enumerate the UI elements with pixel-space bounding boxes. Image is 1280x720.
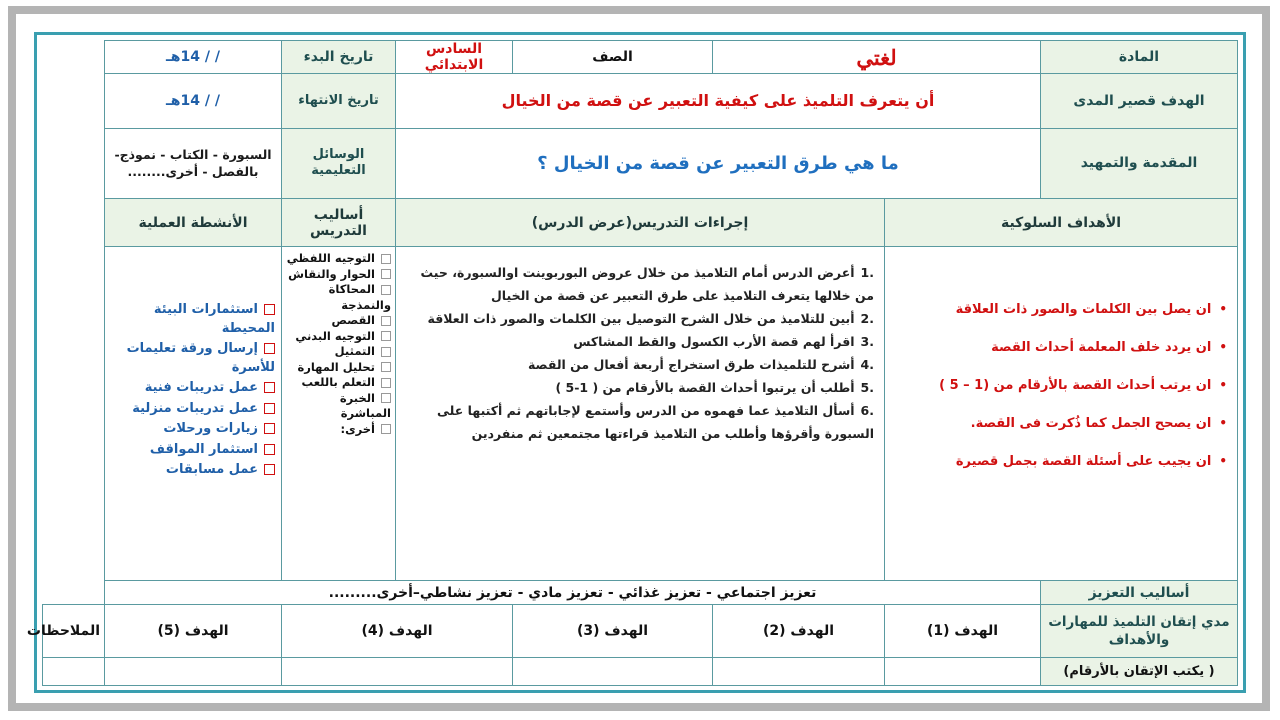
- activities-cell: [105, 247, 282, 581]
- objectives-cell: [885, 247, 1238, 581]
- goal-2-header: الهدف (2): [713, 605, 885, 657]
- activity-item[interactable]: عمل تدريبات فنية: [109, 379, 275, 398]
- activity-item[interactable]: زيارات ورحلات: [109, 420, 275, 439]
- checkbox-icon[interactable]: [264, 403, 275, 414]
- goal-2-input[interactable]: [713, 657, 885, 685]
- method-item[interactable]: الخبرة المباشرة: [339, 390, 391, 421]
- procedures-list: [404, 261, 874, 445]
- checkbox-icon[interactable]: [264, 464, 275, 475]
- objectives-header: الأهداف السلوكية: [885, 198, 1238, 246]
- method-item[interactable]: التمثيل: [286, 344, 391, 360]
- procedure-step: .6أسأل التلاميذ عما فهموه من الدرس وأستمع لإجاباتهم ثم أكتبها على السبورة وأقرؤها وأطلب من التلاميذ قراءتها مجتمعين ثم منفردين: [436, 403, 874, 442]
- procedures-cell: [396, 247, 885, 581]
- reinforcement-value: تعزيز اجتماعي - تعزيز غذائي - تعزيز مادي - تعزيز نشاطي–أخرى.........: [105, 581, 1041, 605]
- procedures-header: إجراءات التدريس(عرض الدرس): [396, 198, 885, 246]
- objectives-list: [891, 301, 1227, 470]
- checkbox-icon[interactable]: [381, 285, 391, 295]
- tools-label: الوسائل التعليمية: [282, 128, 396, 198]
- method-item[interactable]: تحليل المهارة: [286, 360, 391, 376]
- notes-input[interactable]: [43, 657, 105, 685]
- end-date-label: تاريخ الانتهاء: [282, 74, 396, 128]
- mastery-label: مدي إتقان التلميذ للمهارات والأهداف: [1041, 605, 1238, 657]
- methods-list: [286, 251, 391, 437]
- goal-1-input[interactable]: [885, 657, 1041, 685]
- goal-5-header: الهدف (5): [105, 605, 282, 657]
- procedure-step: .4أشرح للتلميذات طرق استخراج أربعة أفعال من القصة: [527, 357, 874, 373]
- objective-item: •ان يصل بين الكلمات والصور ذات العلاقة: [955, 302, 1227, 318]
- checkbox-icon[interactable]: [264, 444, 275, 455]
- method-item[interactable]: الحوار والنقاش: [286, 267, 391, 283]
- activity-item[interactable]: عمل مسابقات: [109, 461, 275, 480]
- activities-list: [109, 301, 275, 480]
- lesson-plan-table: [26, 40, 1238, 686]
- goal-3-input[interactable]: [513, 657, 713, 685]
- activities-header: الأنشطة العملية: [105, 198, 282, 246]
- goal-4-input[interactable]: [282, 657, 513, 685]
- checkbox-icon[interactable]: [381, 378, 391, 388]
- checkbox-icon[interactable]: [264, 304, 275, 315]
- method-item[interactable]: المحاكاة والنمذجة: [328, 282, 391, 312]
- methods-cell: [282, 247, 396, 581]
- grade-label: الصف: [513, 41, 713, 74]
- checkbox-icon[interactable]: [381, 347, 391, 357]
- activity-item[interactable]: إرسال ورقة تعليمات للأسرة: [126, 341, 275, 375]
- subject-label: المادة: [1041, 41, 1238, 74]
- short-goal-value: أن يتعرف التلميذ على كيفية التعبير عن قصة من الخيال: [396, 74, 1041, 128]
- goal-4-header: الهدف (4): [282, 605, 513, 657]
- end-date-value: / / 14هـ: [105, 74, 282, 128]
- procedure-step: .3اقرأ لهم قصة الأرب الكسول والقط المشاكس: [573, 334, 874, 350]
- checkbox-icon[interactable]: [381, 424, 391, 434]
- checkbox-icon[interactable]: [381, 362, 391, 372]
- checkbox-icon[interactable]: [264, 382, 275, 393]
- checkbox-icon[interactable]: [381, 331, 391, 341]
- procedure-step: .1أعرض الدرس أمام التلاميذ من خلال عروض البوربوينت اوالسبورة، حيث من خلالها يتعرف التلاميذ على طرق التعبير عن قصة من الخيال: [420, 265, 874, 304]
- objective-item: •ان يردد خلف المعلمة أحداث القصة: [991, 340, 1227, 356]
- intro-question: ما هي طرق التعبير عن قصة من الخيال ؟: [396, 128, 1041, 198]
- checkbox-icon[interactable]: [381, 254, 391, 264]
- subject-value: لغتي: [713, 41, 1041, 74]
- activity-item[interactable]: استثمارات البيئة المحيطة: [153, 302, 275, 336]
- notes-header: الملاحظات: [43, 605, 105, 657]
- goal-5-input[interactable]: [105, 657, 282, 685]
- checkbox-icon[interactable]: [264, 423, 275, 434]
- mastery-footer-label: ( يكتب الإتقان بالأرقام): [1041, 657, 1238, 685]
- method-item[interactable]: القصص: [286, 313, 391, 329]
- activity-item[interactable]: عمل تدريبات منزلية: [109, 400, 275, 419]
- activity-item[interactable]: استثمار المواقف: [109, 441, 275, 460]
- method-item[interactable]: التعلم باللعب: [286, 375, 391, 391]
- tools-value: السبورة - الكتاب - نموذج- بالفصل - أخرى........: [105, 128, 282, 198]
- method-item[interactable]: التوجيه البدني: [286, 329, 391, 345]
- start-date-label: تاريخ البدء: [282, 41, 396, 74]
- checkbox-icon[interactable]: [381, 316, 391, 326]
- short-goal-label: الهدف قصير المدى: [1041, 74, 1238, 128]
- checkbox-icon[interactable]: [381, 393, 391, 403]
- checkbox-icon[interactable]: [264, 343, 275, 354]
- objective-item: •ان يجيب على أسئلة القصة بجمل قصيرة: [955, 454, 1227, 470]
- objective-item: •ان يرتب أحداث القصة بالأرقام من (1 – 5 ): [939, 378, 1227, 394]
- checkbox-icon[interactable]: [381, 269, 391, 279]
- start-date-value: / / 14هـ: [105, 41, 282, 74]
- methods-header: أساليب التدريس: [282, 198, 396, 246]
- intro-label: المقدمة والتمهيد: [1041, 128, 1238, 198]
- procedure-step: .2أبين للتلاميذ من خلال الشرح التوصيل بين الكلمات والصور ذات العلاقة: [427, 311, 874, 327]
- reinforcement-label: أساليب التعزيز: [1041, 581, 1238, 605]
- procedure-step: .5أطلب أن يرتبوا أحداث القصة بالأرقام من ( 1-5 ): [555, 380, 874, 396]
- objective-item: •ان يصحح الجمل كما ذُكرت فى القصة.: [970, 416, 1227, 432]
- method-item[interactable]: أخرى:: [286, 422, 391, 438]
- method-item[interactable]: التوجيه اللفظي: [286, 251, 391, 267]
- goal-1-header: الهدف (1): [885, 605, 1041, 657]
- grade-value: السادس الابتدائي: [396, 41, 513, 74]
- goal-3-header: الهدف (3): [513, 605, 713, 657]
